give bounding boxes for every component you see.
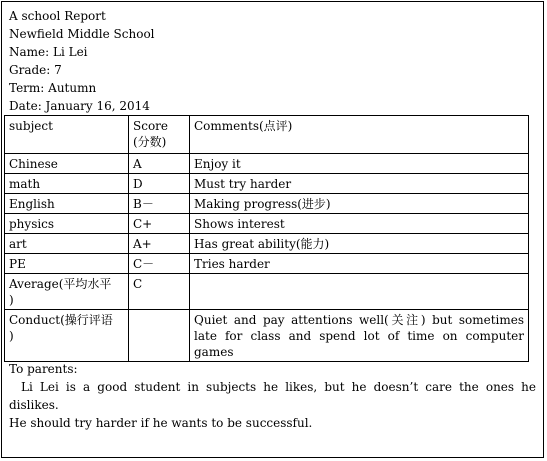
table-header-row (5, 116, 529, 154)
header-subject: subject (5, 116, 129, 154)
parents-heading: To parents: (9, 362, 78, 376)
closing-remark: He should try harder if he wants to be successful. (9, 416, 313, 430)
comment-cell: Must try harder (190, 174, 529, 194)
comment-cell: Enjoy it (190, 154, 529, 174)
parents-paragraph-text: Li Lei is a good student in subjects he likes, but he doesn’t care the ones he dislikes. (9, 380, 536, 412)
table-row (5, 154, 529, 174)
subject-cell: math (5, 174, 129, 194)
comment-cell: Tries harder (190, 254, 529, 274)
table-row (5, 274, 529, 310)
school-term: Term: Autumn (9, 81, 97, 95)
comment-cell: Quiet and pay attentions well(关注) but sometimes late for class and spend lot of time on computer games (190, 310, 529, 362)
header-comments: Comments(点评) (190, 116, 529, 154)
subject-cell: physics (5, 214, 129, 234)
student-name: Name: Li Lei (9, 45, 88, 59)
student-grade: Grade: 7 (9, 63, 62, 77)
subject-cell: PE (5, 254, 129, 274)
table-row (5, 234, 529, 254)
score-cell (129, 310, 190, 362)
score-cell: A+ (129, 234, 190, 254)
table-row (5, 194, 529, 214)
subject-cell: Chinese (5, 154, 129, 174)
report-date: Date: January 16, 2014 (9, 99, 150, 113)
header-score: Score (分数) (129, 116, 190, 154)
score-cell: D (129, 174, 190, 194)
subject-cell: Conduct(操行评语 ) (5, 310, 129, 362)
score-cell: C－ (129, 254, 190, 274)
table-row (5, 174, 529, 194)
school-name: Newfield Middle School (9, 27, 155, 41)
subject-cell: art (5, 234, 129, 254)
comment-cell (190, 274, 529, 310)
grades-table (4, 115, 529, 362)
table-row (5, 214, 529, 234)
table-row (5, 310, 529, 362)
score-cell: A (129, 154, 190, 174)
score-cell: C (129, 274, 190, 310)
score-cell: C+ (129, 214, 190, 234)
report-title: A school Report (9, 9, 106, 23)
subject-cell: Average(平均水平 ) (5, 274, 129, 310)
comment-cell: Has great ability(能力) (190, 234, 529, 254)
comment-cell: Making progress(进步) (190, 194, 529, 214)
subject-cell: English (5, 194, 129, 214)
score-cell: B－ (129, 194, 190, 214)
comment-cell: Shows interest (190, 214, 529, 234)
parents-paragraph (9, 378, 536, 414)
table-row (5, 254, 529, 274)
